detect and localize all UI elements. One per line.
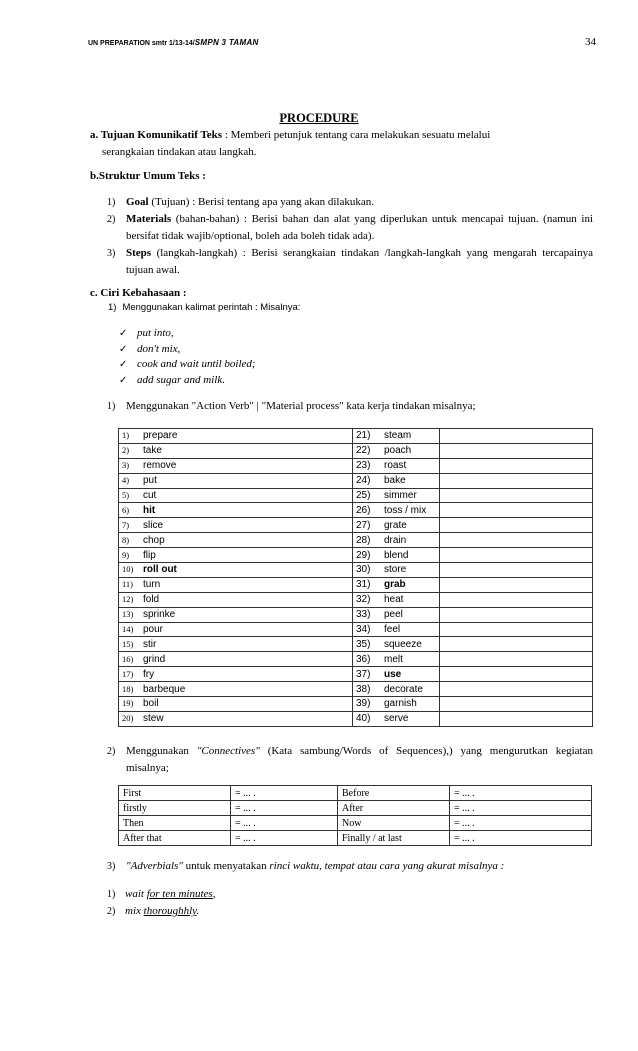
empty-cell	[440, 697, 593, 712]
verb-word: sprinke	[143, 609, 176, 621]
adverb-phrase: for ten minutes	[146, 888, 213, 900]
verb-word: squeeze	[384, 638, 422, 650]
table-row	[119, 682, 593, 697]
verb-word: pour	[143, 624, 164, 636]
verb-number: 33)	[356, 609, 371, 621]
section-a-label: a. Tujuan Komunikatif Teks	[90, 129, 223, 141]
c2-number: 1)	[107, 401, 116, 412]
structure-item-text: (bahan-bahan) : Berisi bahan dan alat yang diperlukan untuk mencapai tujuan. (namun ini bersifat tidak wajib/optional, boleh ada boleh tidak ada).	[126, 213, 593, 242]
verb-cell	[353, 711, 440, 726]
empty-cell	[440, 473, 593, 488]
verb-cell	[353, 548, 440, 563]
empty-cell	[440, 652, 593, 667]
verb-cell	[119, 563, 353, 578]
verb-word: take	[143, 445, 162, 457]
connective-cell: = ... .	[231, 831, 338, 846]
table-row	[119, 577, 593, 592]
verb-cell	[119, 682, 353, 697]
verb-cell	[119, 697, 353, 712]
empty-cell	[440, 682, 593, 697]
adverb-verb: mix	[125, 905, 144, 917]
table-row	[119, 518, 593, 533]
page-header	[88, 36, 596, 50]
verb-cell	[353, 652, 440, 667]
structure-item	[100, 194, 593, 211]
section-b-label: b.Struktur Umum Teks :	[90, 170, 206, 182]
empty-cell	[440, 518, 593, 533]
verb-word: turn	[143, 579, 161, 591]
table-row	[119, 652, 593, 667]
adverb-number: 2)	[107, 906, 116, 917]
verb-cell	[119, 488, 353, 503]
verb-number: 39)	[356, 698, 371, 710]
table-row	[119, 667, 593, 682]
example-item	[119, 373, 256, 389]
c4-text-a: "Adverbials"	[126, 860, 183, 872]
structure-item	[100, 245, 593, 279]
verb-cell	[119, 548, 353, 563]
verb-number: 4)	[122, 475, 130, 486]
verb-cell	[353, 443, 440, 458]
verb-cell	[353, 592, 440, 607]
verb-number: 14)	[122, 624, 134, 635]
action-verb-table	[118, 428, 593, 727]
empty-cell	[440, 458, 593, 473]
checkmark-icon: ✓	[119, 328, 128, 339]
table-row	[119, 801, 592, 816]
verb-cell	[353, 458, 440, 473]
verb-number: 35)	[356, 638, 371, 650]
structure-item-text: (langkah-langkah) : Berisi serangkaian tindakan /langkah-langkah yang mengarah tercapainya tujuan awal.	[126, 247, 593, 276]
adverb-phrase: thoroughhly	[143, 905, 197, 917]
section-a	[90, 127, 595, 161]
verb-cell	[119, 473, 353, 488]
checkmark-icon: ✓	[119, 359, 128, 370]
verb-word: store	[384, 564, 407, 576]
table-row	[119, 786, 592, 801]
table-row	[119, 429, 593, 444]
empty-cell	[440, 577, 593, 592]
verb-word: fry	[143, 668, 155, 680]
verb-number: 29)	[356, 549, 371, 561]
header-label	[88, 38, 259, 47]
verb-number: 23)	[356, 460, 371, 472]
verb-number: 17)	[122, 668, 134, 679]
verb-word: blend	[384, 549, 409, 561]
header-prep-text: UN PREPARATION smtr 1/13-14/	[88, 40, 195, 47]
verb-word: flip	[143, 549, 156, 561]
verb-word: stir	[143, 638, 157, 650]
connective-cell: After	[338, 801, 450, 816]
table-row	[119, 622, 593, 637]
verb-number: 2)	[122, 445, 130, 456]
empty-cell	[440, 429, 593, 444]
verb-number: 1)	[122, 430, 130, 441]
verb-word: serve	[384, 713, 409, 725]
structure-item-text: (Tujuan) : Berisi tentang apa yang akan dilakukan.	[148, 196, 374, 208]
empty-cell	[440, 592, 593, 607]
example-list	[119, 326, 256, 388]
structure-item-number: 2)	[107, 214, 116, 225]
verb-number: 25)	[356, 490, 371, 501]
table-row	[119, 473, 593, 488]
verb-word: roll out	[143, 564, 177, 576]
empty-cell	[440, 443, 593, 458]
section-a-text: : Memberi petunjuk tentang cara melakukan sesuatu melalui	[222, 129, 491, 141]
empty-cell	[440, 622, 593, 637]
verb-number: 8)	[122, 534, 130, 545]
adverb-item	[107, 886, 215, 903]
connective-cell: = ... .	[231, 816, 338, 831]
verb-word: heat	[384, 594, 404, 606]
verb-number: 30)	[356, 564, 371, 576]
verb-cell	[119, 577, 353, 592]
structure-list	[100, 194, 593, 279]
c4-text-c: rinci waktu, tempat atau cara yang akurat misalnya :	[269, 860, 505, 872]
verb-number: 6)	[122, 504, 130, 515]
verb-word: feel	[384, 624, 401, 636]
verb-number: 3)	[122, 460, 130, 471]
table-row	[119, 697, 593, 712]
structure-item	[100, 211, 593, 245]
connective-cell: = ... .	[450, 786, 592, 801]
c1-line	[108, 302, 300, 313]
verb-number: 27)	[356, 519, 371, 531]
verb-number: 10)	[122, 564, 134, 575]
connective-cell: Before	[338, 786, 450, 801]
connective-cell: = ... .	[231, 786, 338, 801]
section-a-text2: serangkaian tindakan atau langkah.	[102, 146, 257, 158]
verb-cell	[119, 458, 353, 473]
verb-number: 15)	[122, 638, 134, 649]
verb-number: 16)	[122, 653, 134, 664]
c3-number: 2)	[107, 746, 116, 757]
verb-word: toss / mix	[384, 504, 427, 516]
verb-number: 18)	[122, 683, 134, 694]
empty-cell	[440, 637, 593, 652]
table-row	[119, 563, 593, 578]
verb-word: grate	[384, 519, 407, 531]
empty-cell	[440, 533, 593, 548]
empty-cell	[440, 667, 593, 682]
verb-word: slice	[143, 519, 164, 531]
c1-number: 1)	[108, 302, 117, 313]
verb-word: use	[384, 668, 402, 680]
adverb-punct: .	[196, 905, 200, 917]
connective-cell: Finally / at last	[338, 831, 450, 846]
c3-text-b: "Connectives"	[196, 745, 260, 757]
verb-cell	[119, 503, 353, 518]
connective-cell: = ... .	[450, 801, 592, 816]
verb-word: decorate	[384, 683, 423, 695]
verb-word: peel	[384, 609, 403, 621]
verb-number: 31)	[356, 579, 371, 591]
verb-number: 40)	[356, 713, 371, 725]
page-title: PROCEDURE	[279, 111, 359, 125]
empty-cell	[440, 488, 593, 503]
verb-cell	[353, 563, 440, 578]
connective-cell: = ... .	[231, 801, 338, 816]
verb-word: barbeque	[143, 683, 186, 695]
verb-word: remove	[143, 460, 177, 472]
connective-cell: First	[119, 786, 231, 801]
empty-cell	[440, 607, 593, 622]
verb-cell	[119, 592, 353, 607]
verb-cell	[353, 503, 440, 518]
checkmark-icon: ✓	[119, 374, 128, 386]
c3-line	[100, 743, 593, 777]
verb-word: prepare	[143, 430, 178, 442]
verb-number: 21)	[356, 430, 371, 442]
verb-number: 37)	[356, 668, 371, 680]
verb-word: melt	[384, 653, 403, 665]
c4-number: 3)	[107, 861, 116, 872]
verb-word: chop	[143, 534, 165, 546]
verb-word: roast	[384, 460, 407, 472]
table-row	[119, 592, 593, 607]
table-row	[119, 548, 593, 563]
table-row	[119, 607, 593, 622]
verb-number: 36)	[356, 653, 371, 665]
verb-word: poach	[384, 445, 412, 457]
empty-cell	[440, 563, 593, 578]
verb-cell	[119, 637, 353, 652]
verb-word: stew	[143, 713, 164, 725]
verb-cell	[119, 622, 353, 637]
verb-cell	[119, 607, 353, 622]
verb-word: steam	[384, 430, 412, 442]
empty-cell	[440, 548, 593, 563]
verb-number: 32)	[356, 594, 371, 606]
c2-text: Menggunakan "Action Verb" | "Material process" kata kerja tindakan misalnya;	[126, 400, 476, 412]
verb-word: cut	[143, 490, 157, 501]
verb-cell	[353, 518, 440, 533]
verb-word: hit	[143, 504, 156, 516]
example-text: cook and wait until boiled;	[137, 358, 256, 370]
structure-item-term: Goal	[126, 196, 149, 208]
example-item	[119, 357, 256, 373]
verb-number: 28)	[356, 534, 371, 546]
verb-number: 22)	[356, 445, 371, 457]
adverb-verb: wait	[125, 888, 147, 900]
table-row	[119, 637, 593, 652]
structure-item-term: Steps	[126, 247, 152, 259]
verb-number: 12)	[122, 594, 134, 605]
table-row	[119, 503, 593, 518]
verb-cell	[119, 711, 353, 726]
verb-word: bake	[384, 475, 406, 487]
verb-number: 24)	[356, 475, 371, 487]
connective-cell: firstly	[119, 801, 231, 816]
example-item	[119, 326, 256, 342]
verb-word: grind	[143, 653, 166, 665]
header-school: SMPN 3 TAMAN	[194, 38, 259, 47]
verb-number: 26)	[356, 504, 371, 516]
adverb-punct: ,	[212, 888, 216, 900]
verb-cell	[119, 443, 353, 458]
verb-cell	[119, 429, 353, 444]
verb-cell	[353, 622, 440, 637]
verb-number: 5)	[122, 490, 130, 500]
verb-cell	[119, 518, 353, 533]
verb-word: drain	[384, 534, 407, 546]
table-row	[119, 443, 593, 458]
c3-text-c: (Kata sambung/Words of Sequences),) yang mengurutkan kegiatan misalnya;	[126, 745, 593, 774]
verb-number: 34)	[356, 624, 371, 636]
verb-cell	[353, 607, 440, 622]
verb-cell	[353, 429, 440, 444]
verb-number: 9)	[122, 549, 130, 560]
verb-word: fold	[143, 594, 160, 606]
connective-cell: Then	[119, 816, 231, 831]
verb-word: garnish	[384, 698, 417, 710]
verb-cell	[119, 652, 353, 667]
empty-cell	[440, 503, 593, 518]
adverb-examples	[107, 886, 215, 920]
table-row	[119, 458, 593, 473]
verb-number: 11)	[122, 579, 134, 590]
verb-cell	[353, 697, 440, 712]
connective-cell: = ... .	[450, 831, 592, 846]
verb-cell	[353, 667, 440, 682]
table-row	[119, 488, 593, 503]
structure-item-number: 1)	[107, 197, 116, 208]
verb-cell	[353, 473, 440, 488]
verb-number: 20)	[122, 713, 134, 724]
verb-cell	[353, 533, 440, 548]
verb-number: 38)	[356, 683, 371, 695]
verb-word: put	[143, 475, 157, 487]
connectives-table	[118, 785, 592, 846]
adverb-item	[107, 903, 215, 920]
checkmark-icon: ✓	[119, 343, 128, 355]
verb-number: 7)	[122, 519, 130, 530]
page-number: 34	[585, 36, 596, 48]
example-text: put into,	[137, 327, 174, 339]
table-row	[119, 533, 593, 548]
table-row	[119, 711, 593, 726]
c4-line	[100, 860, 593, 872]
verb-cell	[119, 667, 353, 682]
c1-text: Menggunakan kalimat perintah : Misalnya:	[122, 302, 301, 313]
connective-cell: After that	[119, 831, 231, 846]
adverb-number: 1)	[107, 889, 116, 900]
example-text: add sugar and milk.	[137, 373, 225, 386]
table-row	[119, 831, 592, 846]
structure-item-number: 3)	[107, 248, 116, 259]
empty-cell	[440, 711, 593, 726]
verb-cell	[353, 682, 440, 697]
c3-text-a: Menggunakan	[126, 745, 197, 757]
verb-cell	[353, 577, 440, 592]
c2-line	[100, 400, 593, 412]
section-c-label: c. Ciri Kebahasaan :	[90, 287, 187, 299]
verb-cell	[119, 533, 353, 548]
connective-cell: = ... .	[450, 816, 592, 831]
verb-word: boil	[143, 698, 159, 710]
structure-item-term: Materials	[126, 213, 172, 225]
verb-word: simmer	[384, 490, 417, 501]
verb-word: grab	[384, 579, 406, 591]
verb-cell	[353, 637, 440, 652]
verb-number: 13)	[122, 609, 134, 620]
example-item	[119, 342, 256, 358]
table-row	[119, 816, 592, 831]
connective-cell: Now	[338, 816, 450, 831]
c4-text-b: untuk menyatakan	[182, 860, 270, 872]
example-text: don't mix,	[137, 342, 181, 355]
verb-number: 19)	[122, 698, 134, 709]
verb-cell	[353, 488, 440, 503]
